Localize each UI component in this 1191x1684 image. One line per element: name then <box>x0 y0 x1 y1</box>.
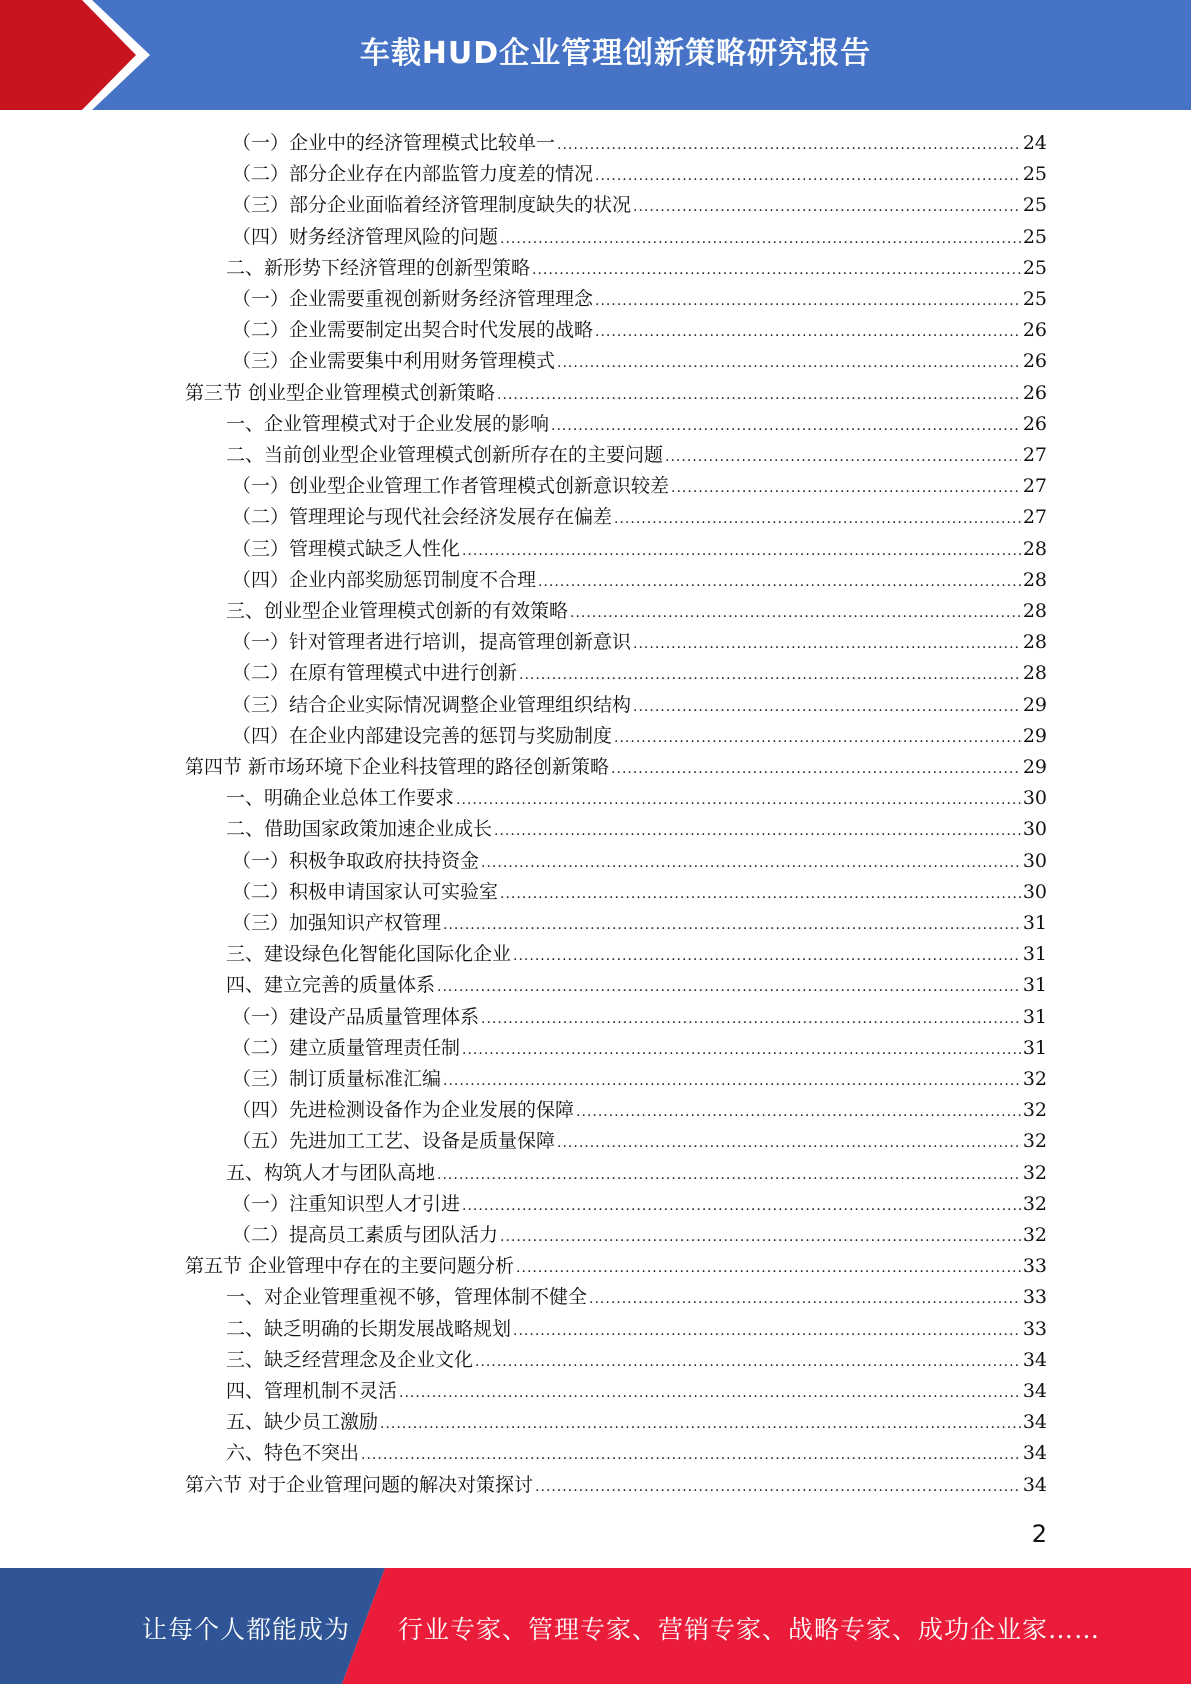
toc-entry-page: 32 <box>1022 1130 1047 1152</box>
toc-dot-leader <box>595 317 1021 348</box>
toc-entry[interactable] <box>232 284 1047 315</box>
toc-entry-page: 33 <box>1022 1318 1047 1340</box>
toc-dot-leader <box>671 473 1021 504</box>
toc-entry-page: 25 <box>1022 194 1047 216</box>
toc-entry-page: 30 <box>1022 881 1047 903</box>
toc-entry[interactable] <box>232 315 1047 346</box>
toc-dot-leader <box>443 910 1021 941</box>
toc-entry-label: 三、缺乏经营理念及企业文化 <box>226 1349 474 1371</box>
toc-dot-leader <box>475 1347 1021 1378</box>
toc-entry[interactable] <box>226 1376 1047 1407</box>
toc-entry[interactable] <box>185 752 1047 783</box>
toc-entry[interactable] <box>185 1251 1047 1282</box>
toc-entry-label: （四）企业内部奖励惩罚制度不合理 <box>232 569 537 591</box>
toc-dot-leader <box>576 1097 1021 1128</box>
toc-dot-leader <box>500 1222 1021 1253</box>
toc-entry-label: 一、对企业管理重视不够，管理体制不健全 <box>226 1286 588 1308</box>
toc-entry[interactable] <box>226 814 1047 845</box>
toc-entry[interactable] <box>232 908 1047 939</box>
toc-entry[interactable] <box>232 534 1047 565</box>
toc-entry[interactable] <box>226 1158 1047 1189</box>
toc-entry[interactable] <box>185 378 1047 409</box>
toc-entry-page: 30 <box>1022 787 1047 809</box>
toc-entry[interactable] <box>232 1033 1047 1064</box>
toc-entry-page: 27 <box>1022 506 1047 528</box>
toc-entry-label: （三）加强知识产权管理 <box>232 912 442 934</box>
toc-entry-label: （一）创业型企业管理工作者管理模式创新意识较差 <box>232 475 670 497</box>
toc-entry[interactable] <box>232 690 1047 721</box>
toc-entry[interactable] <box>232 190 1047 221</box>
toc-entry-label: （一）企业中的经济管理模式比较单一 <box>232 132 556 154</box>
toc-entry-label: 二、新形势下经济管理的创新型策略 <box>226 257 531 279</box>
toc-dot-leader <box>595 161 1021 192</box>
toc-entry[interactable] <box>232 1126 1047 1157</box>
toc-dot-leader <box>557 130 1021 161</box>
toc-entry[interactable] <box>185 1470 1047 1501</box>
toc-entry-page: 31 <box>1022 1006 1047 1028</box>
toc-dot-leader <box>462 1035 1021 1066</box>
toc-entry-page: 28 <box>1022 538 1047 560</box>
toc-entry-page: 34 <box>1022 1349 1047 1371</box>
toc-entry[interactable] <box>232 222 1047 253</box>
toc-dot-leader <box>500 879 1021 910</box>
toc-entry-label: 二、借助国家政策加速企业成长 <box>226 818 493 840</box>
toc-dot-leader <box>614 504 1021 535</box>
toc-entry-page: 34 <box>1022 1380 1047 1402</box>
toc-dot-leader <box>361 1440 1021 1471</box>
toc-entry-label: 第六节 对于企业管理问题的解决对策探讨 <box>185 1474 534 1496</box>
toc-entry-page: 32 <box>1022 1224 1047 1246</box>
toc-entry-label: （四）先进检测设备作为企业发展的保障 <box>232 1099 575 1121</box>
toc-dot-leader <box>456 785 1021 816</box>
toc-entry-label: 一、明确企业总体工作要求 <box>226 787 455 809</box>
toc-entry-label: （二）企业需要制定出契合时代发展的战略 <box>232 319 594 341</box>
toc-entry-label: 五、缺少员工激励 <box>226 1411 379 1433</box>
toc-entry[interactable] <box>232 1064 1047 1095</box>
toc-entry-page: 25 <box>1022 163 1047 185</box>
toc-entry[interactable] <box>232 1002 1047 1033</box>
footer-banner <box>0 1568 1191 1684</box>
toc-dot-leader <box>497 380 1021 411</box>
toc-entry-page: 34 <box>1022 1442 1047 1464</box>
toc-dot-leader <box>570 598 1021 629</box>
header-banner <box>0 0 1191 110</box>
toc-dot-leader <box>557 1128 1021 1159</box>
toc-dot-leader <box>589 1284 1021 1315</box>
toc-entry-page: 31 <box>1022 1037 1047 1059</box>
toc-entry[interactable] <box>232 128 1047 159</box>
toc-entry-page: 25 <box>1022 257 1047 279</box>
toc-entry[interactable] <box>226 1438 1047 1469</box>
toc-entry-label: 六、特色不突出 <box>226 1442 360 1464</box>
toc-entry-label: （五）先进加工工艺、设备是质量保障 <box>232 1130 556 1152</box>
toc-entry-label: 第五节 企业管理中存在的主要问题分析 <box>185 1255 515 1277</box>
toc-entry-label: 五、构筑人才与团队高地 <box>226 1162 436 1184</box>
toc-entry-label: 二、缺乏明确的长期发展战略规划 <box>226 1318 512 1340</box>
toc-entry-page: 30 <box>1022 818 1047 840</box>
footer-slogan-left: 让每个人都能成为 <box>142 1615 351 1644</box>
toc-entry-page: 31 <box>1022 974 1047 996</box>
toc-entry-page: 33 <box>1022 1286 1047 1308</box>
toc-entry[interactable] <box>226 440 1047 471</box>
toc-dot-leader <box>500 224 1021 255</box>
toc-entry-label: （三）企业需要集中利用财务管理模式 <box>232 350 556 372</box>
toc-entry-label: （一）建设产品质量管理体系 <box>232 1006 480 1028</box>
toc-entry-page: 26 <box>1022 319 1047 341</box>
toc-dot-leader <box>516 1253 1021 1284</box>
toc-entry-label: （二）部分企业存在内部监管力度差的情况 <box>232 163 594 185</box>
toc-entry-label: （三）结合企业实际情况调整企业管理组织结构 <box>232 694 632 716</box>
toc-entry-page: 32 <box>1022 1068 1047 1090</box>
toc-entry-label: （二）提高员工素质与团队活力 <box>232 1224 499 1246</box>
toc-dot-leader <box>481 848 1021 879</box>
toc-entry-page: 26 <box>1022 350 1047 372</box>
toc-entry-page: 32 <box>1022 1099 1047 1121</box>
toc-entry-page: 29 <box>1022 725 1047 747</box>
toc-entry[interactable] <box>232 346 1047 377</box>
toc-dot-leader <box>611 754 1021 785</box>
toc-entry[interactable] <box>232 1095 1047 1126</box>
toc-entry-page: 32 <box>1022 1162 1047 1184</box>
toc-entry-page: 27 <box>1022 444 1047 466</box>
toc-entry-page: 25 <box>1022 226 1047 248</box>
toc-entry-page: 26 <box>1022 382 1047 404</box>
toc-entry-page: 28 <box>1022 662 1047 684</box>
toc-entry[interactable] <box>226 1282 1047 1313</box>
toc-entry-label: 四、建立完善的质量体系 <box>226 974 436 996</box>
toc-entry-label: （二）管理理论与现代社会经济发展存在偏差 <box>232 506 613 528</box>
toc-entry-label: （二）在原有管理模式中进行创新 <box>232 662 518 684</box>
toc-entry-label: （一）积极争取政府扶持资金 <box>232 850 480 872</box>
toc-entry[interactable] <box>226 970 1047 1001</box>
toc-entry-page: 28 <box>1022 600 1047 622</box>
toc-entry-page: 29 <box>1022 756 1047 778</box>
toc-entry[interactable] <box>232 565 1047 596</box>
toc-entry[interactable] <box>226 1345 1047 1376</box>
toc-entry[interactable] <box>232 877 1047 908</box>
toc-entry-label: （四）财务经济管理风险的问题 <box>232 226 499 248</box>
toc-entry-label: 四、管理机制不灵活 <box>226 1380 398 1402</box>
toc-dot-leader <box>633 192 1021 223</box>
toc-entry-label: （三）部分企业面临着经济管理制度缺失的状况 <box>232 194 632 216</box>
toc-entry-label: （一）针对管理者进行培训，提高管理创新意识 <box>232 631 632 653</box>
toc-entry-label: 第四节 新市场环境下企业科技管理的路径创新策略 <box>185 756 610 778</box>
toc-entry-page: 26 <box>1022 413 1047 435</box>
toc-entry-page: 31 <box>1022 912 1047 934</box>
toc-dot-leader <box>557 348 1021 379</box>
toc-entry[interactable] <box>232 658 1047 689</box>
toc-entry[interactable] <box>232 1220 1047 1251</box>
toc-entry[interactable] <box>232 1189 1047 1220</box>
toc-entry-label: 三、建设绿色化智能化国际化企业 <box>226 943 512 965</box>
page-number: 2 <box>1031 1520 1047 1548</box>
report-title: 车载HUD企业管理创新策略研究报告 <box>359 36 872 71</box>
toc-entry[interactable] <box>226 783 1047 814</box>
toc-dot-leader <box>614 723 1021 754</box>
toc-dot-leader <box>437 1160 1021 1191</box>
toc-entry-page: 30 <box>1022 850 1047 872</box>
toc-entry[interactable] <box>226 596 1047 627</box>
toc-dot-leader <box>443 1066 1021 1097</box>
toc-entry[interactable] <box>232 502 1047 533</box>
toc-dot-leader <box>538 567 1021 598</box>
toc-entry-label: 三、创业型企业管理模式创新的有效策略 <box>226 600 569 622</box>
toc-dot-leader <box>633 692 1021 723</box>
toc-entry[interactable] <box>226 1314 1047 1345</box>
toc-entry[interactable] <box>232 627 1047 658</box>
toc-entry-label: 一、企业管理模式对于企业发展的影响 <box>226 413 550 435</box>
toc-entry[interactable] <box>226 253 1047 284</box>
toc-dot-leader <box>494 816 1021 847</box>
toc-dot-leader <box>399 1378 1021 1409</box>
toc-dot-leader <box>595 286 1021 317</box>
toc-dot-leader <box>513 1316 1021 1347</box>
toc-entry-page: 33 <box>1022 1255 1047 1277</box>
toc-entry-label: （二）积极申请国家认可实验室 <box>232 881 499 903</box>
toc-entry[interactable] <box>226 939 1047 970</box>
toc-entry[interactable] <box>232 471 1047 502</box>
toc-dot-leader <box>532 255 1021 286</box>
toc-entry-page: 24 <box>1022 132 1047 154</box>
toc-entry-page: 31 <box>1022 943 1047 965</box>
toc-entry-label: 二、当前创业型企业管理模式创新所存在的主要问题 <box>226 444 664 466</box>
toc-entry-label: （三）制订质量标准汇编 <box>232 1068 442 1090</box>
toc-dot-leader <box>551 411 1021 442</box>
toc-dot-leader <box>665 442 1021 473</box>
toc-dot-leader <box>380 1409 1021 1440</box>
toc-entry-label: （一）注重知识型人才引进 <box>232 1193 461 1215</box>
toc-entry[interactable] <box>232 721 1047 752</box>
toc-entry-page: 27 <box>1022 475 1047 497</box>
toc-dot-leader <box>481 1004 1021 1035</box>
toc-entry-label: 第三节 创业型企业管理模式创新策略 <box>185 382 496 404</box>
toc-entry[interactable] <box>226 409 1047 440</box>
toc-entry-label: （二）建立质量管理责任制 <box>232 1037 461 1059</box>
toc-entry-page: 25 <box>1022 288 1047 310</box>
toc-dot-leader <box>437 972 1021 1003</box>
toc-entry[interactable] <box>232 159 1047 190</box>
toc-entry-page: 34 <box>1022 1474 1047 1496</box>
toc-entry-page: 28 <box>1022 569 1047 591</box>
footer-slogan-right: 行业专家、管理专家、营销专家、战略专家、成功企业家…… <box>398 1615 1101 1644</box>
toc-entry[interactable] <box>232 846 1047 877</box>
toc-entry-label: （一）企业需要重视创新财务经济管理理念 <box>232 288 594 310</box>
toc-entry-page: 32 <box>1022 1193 1047 1215</box>
toc-dot-leader <box>519 660 1021 691</box>
toc-entry-label: （三）管理模式缺乏人性化 <box>232 538 461 560</box>
toc-dot-leader <box>535 1472 1021 1503</box>
toc-entry-page: 29 <box>1022 694 1047 716</box>
toc-entry[interactable] <box>226 1407 1047 1438</box>
toc-dot-leader <box>633 629 1021 660</box>
toc-entry-page: 28 <box>1022 631 1047 653</box>
toc-entry-page: 34 <box>1022 1411 1047 1433</box>
toc-dot-leader <box>462 536 1021 567</box>
toc-dot-leader <box>462 1191 1021 1222</box>
toc-entry-label: （四）在企业内部建设完善的惩罚与奖励制度 <box>232 725 613 747</box>
toc-dot-leader <box>513 941 1021 972</box>
